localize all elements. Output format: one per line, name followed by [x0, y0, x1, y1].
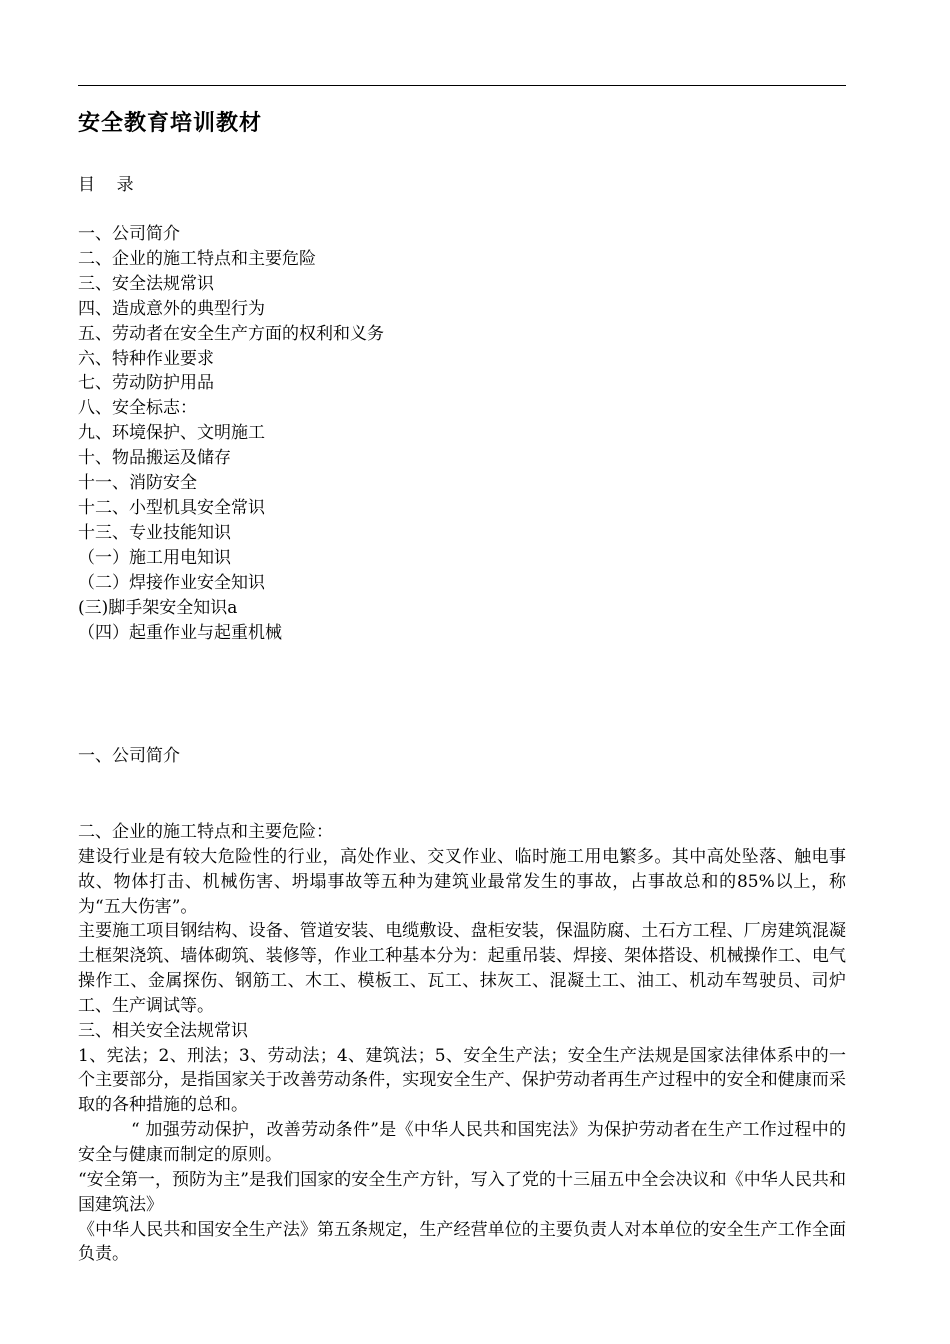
toc-item: 五、劳动者在安全生产方面的权利和义务 — [78, 323, 384, 344]
paragraph: 《中华人民共和国安全生产法》第五条规定，生产经营单位的主要负责人对本单位的安全生产工作全面负责。 — [78, 1219, 846, 1265]
toc-item: 七、劳动防护用品 — [78, 373, 214, 394]
toc-item: 十二、小型机具安全常识 — [78, 497, 265, 518]
section-heading-regulations: 三、相关安全法规常识 — [78, 1020, 248, 1041]
toc-item: 十一、消防安全 — [78, 473, 197, 494]
toc-heading: 目 录 — [78, 175, 134, 195]
paragraph: 1、宪法；2、刑法；3、劳动法；4、建筑法；5、安全生产法；安全生产法规是国家法律体系中的一个主要部分，是指国家关于改善劳动条件，实现安全生产、保护劳动者再生产过程中的安全和健康而采取的各种措施的总和。 — [78, 1045, 846, 1116]
toc-item: 十三、专业技能知识 — [78, 522, 231, 543]
toc-item: 三、安全法规常识 — [78, 273, 214, 294]
toc-item: 八、安全标志： — [78, 398, 197, 419]
toc-item: 六、特种作业要求 — [78, 348, 214, 369]
header-rule — [78, 85, 846, 86]
toc-item: （二）焊接作业安全知识 — [78, 572, 265, 593]
body-text — [78, 820, 846, 1267]
toc-item: 九、环境保护、文明施工 — [78, 423, 265, 444]
toc-item: 四、造成意外的典型行为 — [78, 298, 265, 319]
section-heading-hazards: 二、企业的施工特点和主要危险： — [78, 822, 333, 842]
paragraph: “安全第一，预防为主”是我们国家的安全生产方针，写入了党的十三届五中全会决议和《中华人民共和国建筑法》 — [78, 1169, 846, 1215]
paragraph: 建设行业是有较大危险性的行业，高处作业、交叉作业、临时施工用电繁多。其中高处坠落、触电事故、物体打击、机械伤害、坍塌事故等五种为建筑业最常发生的事故，占事故总和的85%以上，称为“五大伤害”。 — [78, 846, 846, 917]
paragraph: 主要施工项目钢结构、设备、管道安装、电缆敷设、盘柜安装，保温防腐、土石方工程、厂房建筑混凝土框架浇筑、墙体砌筑、装修等，作业工种基本分为：起重吊装、焊接、架体搭设、机械操作工、电气操作工、金属探伤、钢筋工、木工、模板工、瓦工、抹灰工、混凝土工、油工、机动车驾驶员、司炉工、生产调试等。 — [78, 921, 846, 1016]
document-title: 安全教育培训教材 — [78, 111, 263, 136]
section-heading-company-intro: 一、公司简介 — [78, 746, 180, 766]
toc-item: 十、物品搬运及储存 — [78, 448, 231, 469]
toc-item: （四）起重作业与起重机械 — [78, 622, 282, 643]
table-of-contents — [78, 222, 384, 645]
toc-item: （一）施工用电知识 — [78, 547, 231, 568]
toc-item: 二、企业的施工特点和主要危险 — [78, 248, 316, 269]
paragraph: “ 加强劳动保护，改善劳动条件”是《中华人民共和国宪法》为保护劳动者在生产工作过程中的安全与健康而制定的原则。 — [78, 1120, 846, 1165]
toc-item: (三)脚手架安全知识a — [78, 597, 238, 618]
toc-item: 一、公司简介 — [78, 224, 180, 244]
